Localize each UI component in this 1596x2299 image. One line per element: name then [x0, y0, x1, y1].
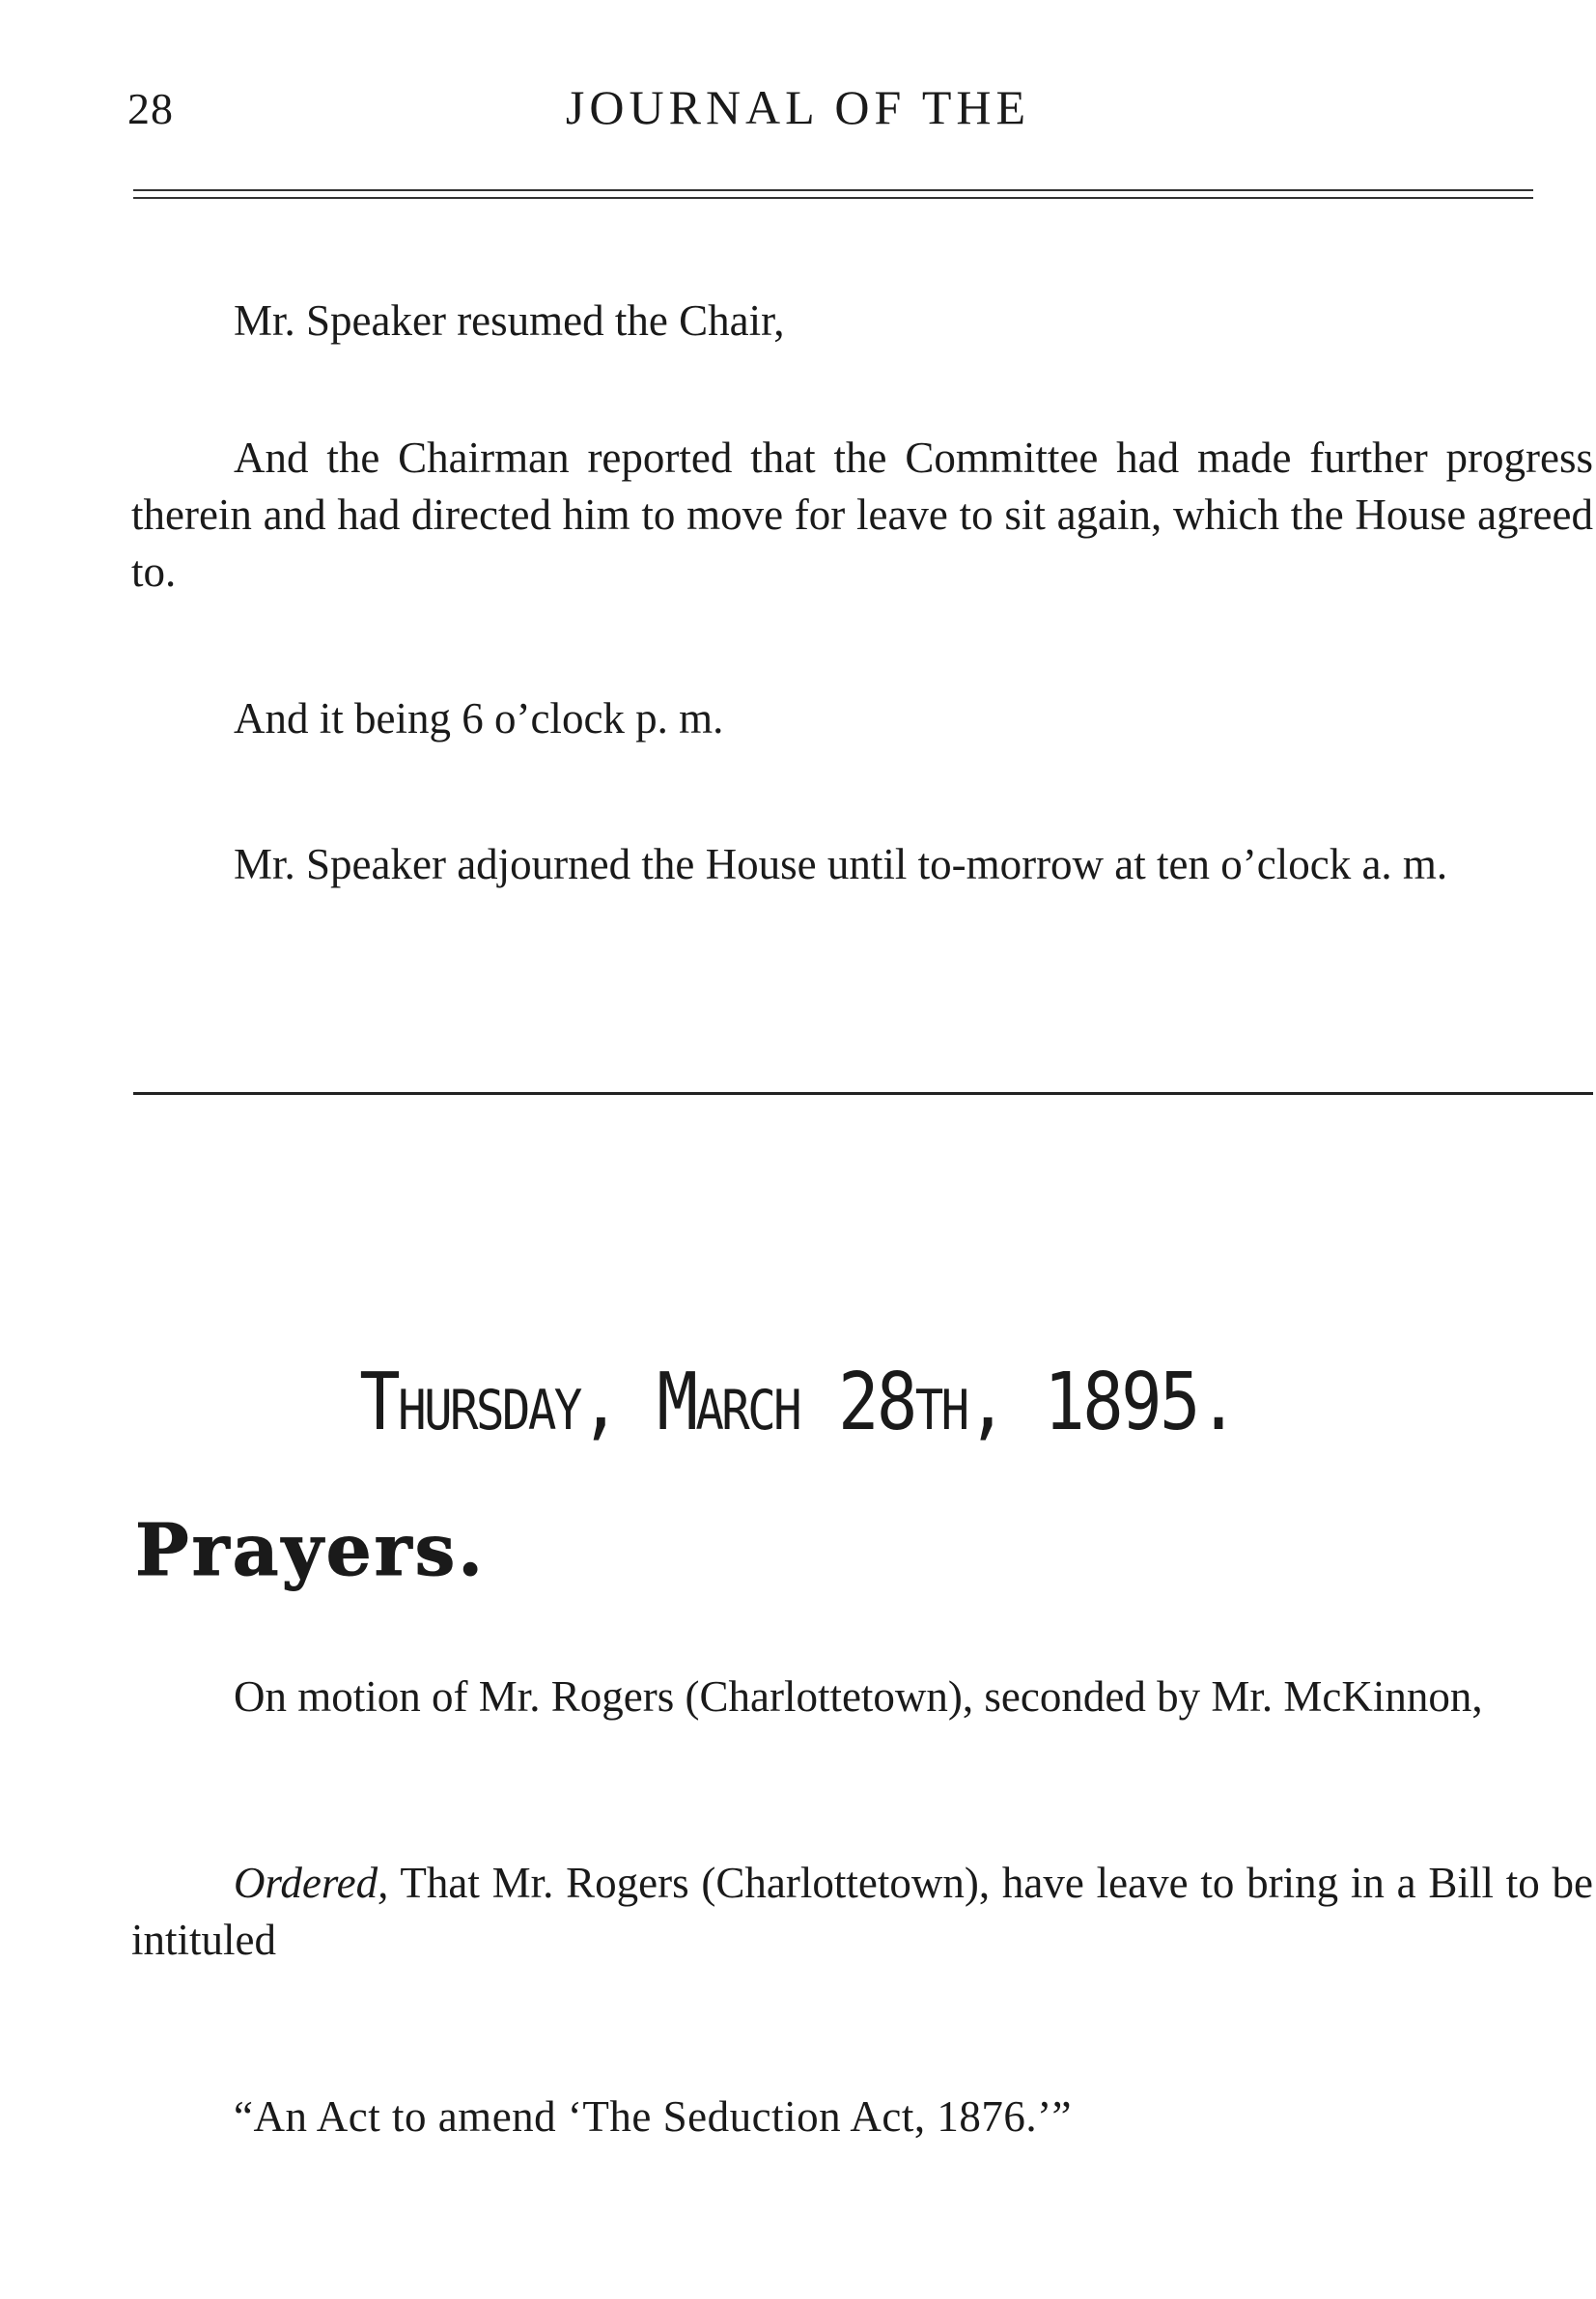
page-number: 28	[127, 84, 174, 133]
paragraph-motion: On motion of Mr. Rogers (Charlottetown), seconded by Mr. McKinnon,	[234, 1672, 1483, 1721]
header-double-rule	[133, 189, 1533, 199]
running-title: JOURNAL OF THE	[565, 80, 1031, 134]
paragraph-ordered	[131, 1855, 1593, 1969]
bill-title: “An Act to amend ‘The Seduction Act, 1876.’”	[234, 2092, 1073, 2141]
section-divider-rule	[133, 1092, 1593, 1095]
ordered-lead: Ordered,	[234, 1859, 389, 1907]
date-heading: Thursday, March 28th, 1895.	[359, 1357, 1237, 1448]
paragraph-adjourned: Mr. Speaker adjourned the House until to-morrow at ten o’clock a. m.	[234, 840, 1448, 888]
paragraph-chairman-reported: And the Chairman reported that the Committee had made further progress therein and had directed him to move for leave to sit again, which the House agreed to.	[131, 434, 1593, 596]
paragraph-six-oclock: And it being 6 o’clock p. m.	[234, 694, 724, 743]
ordered-text: That Mr. Rogers (Charlottetown), have leave to bring in a Bill to be intituled	[131, 1859, 1593, 1964]
paragraph-speaker-resumed: Mr. Speaker resumed the Chair,	[234, 296, 785, 345]
section-heading-prayers: Prayers.	[135, 1509, 487, 1592]
